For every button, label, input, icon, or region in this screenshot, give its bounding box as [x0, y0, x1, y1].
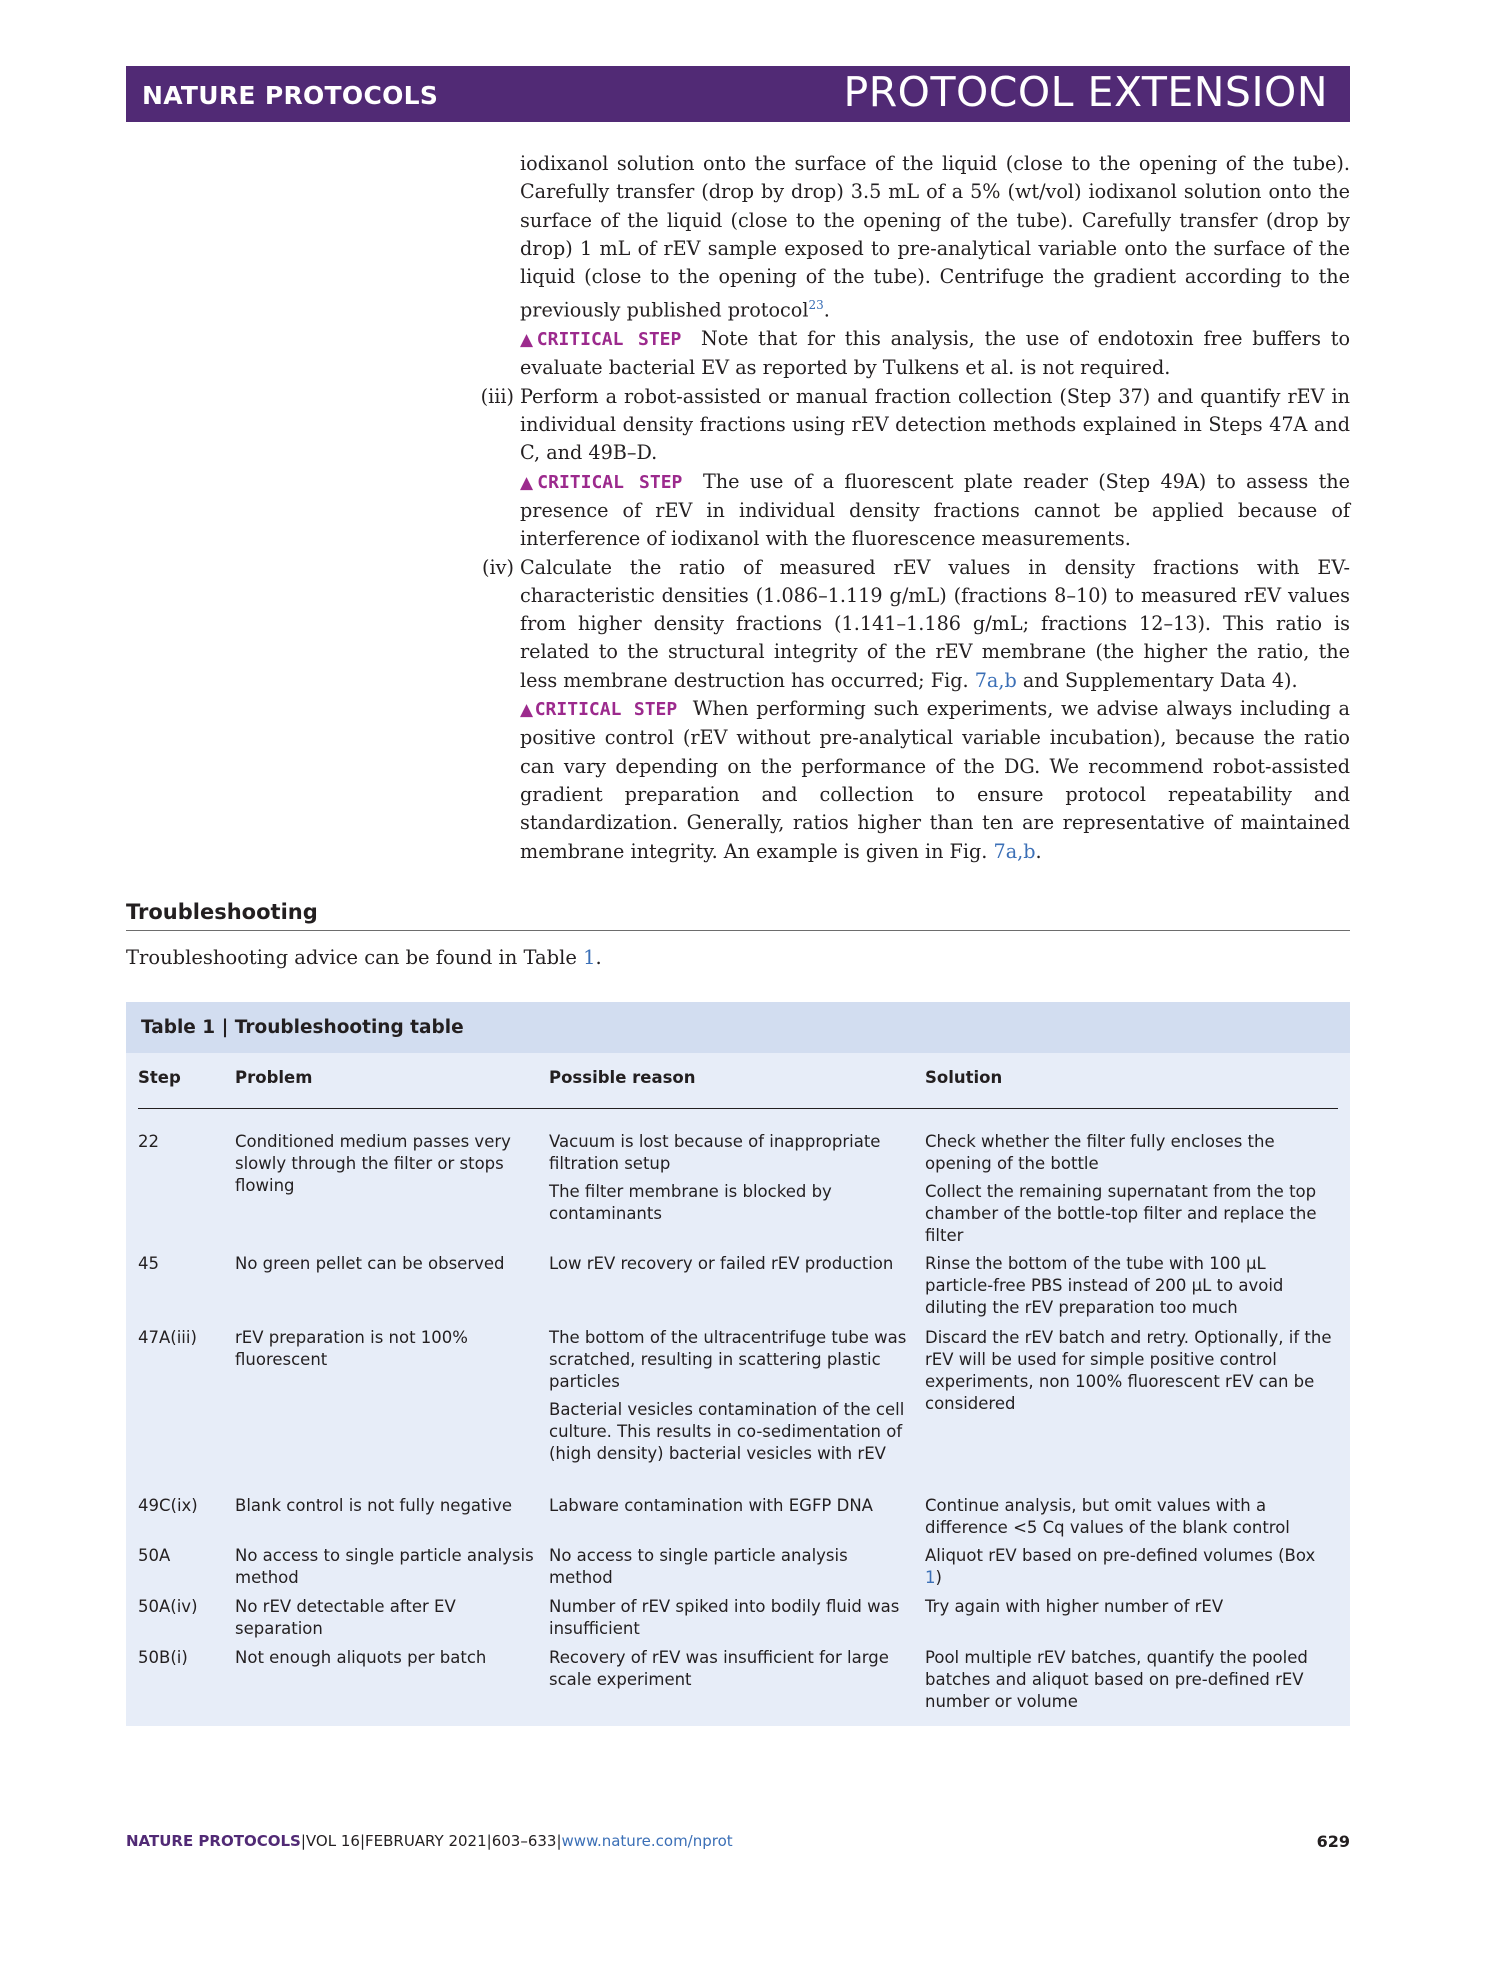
- cell-problem: No green pellet can be observed: [235, 1254, 505, 1273]
- cell-reason: Low rEV recovery or failed rEV production: [549, 1254, 894, 1273]
- cell-solution: Rinse the bottom of the tube with 100 µL particle-free PBS instead of 200 µL to avoid diluting the rEV preparation too much: [925, 1254, 1284, 1317]
- warning-triangle-icon: ▲: [520, 472, 538, 493]
- header-solution: Solution: [925, 1068, 1003, 1087]
- footer-date: FEBRUARY 2021: [365, 1832, 487, 1850]
- cell-reason: Labware contamination with EGFP DNA: [549, 1496, 873, 1515]
- footer-separator: |: [359, 1832, 365, 1850]
- step-iii-text: Perform a robot-assisted or manual fraction collection (Step 37) and quantify rEV in individual density fractions using rEV detection methods explained in Steps 47A and C, and 49B–D.: [520, 384, 1350, 465]
- troubleshooting-table: [126, 1002, 1350, 1726]
- step-iv: [482, 554, 1350, 695]
- figure-7ab-link[interactable]: 7a,b: [993, 839, 1036, 863]
- reference-23-link[interactable]: 23: [808, 298, 824, 313]
- critical-step-2-text: The use of a fluorescent plate reader (Step 49A) to assess the presence of rEV in individual density fractions cannot be applied because of interference of iodixanol with the fluorescence measurements.: [520, 469, 1351, 551]
- warning-triangle-icon: ▲: [520, 700, 535, 721]
- reason-item: The bottom of the ultracentrifuge tube was scratched, resulting in scattering plastic particles: [549, 1328, 907, 1391]
- cell-solution: Continue analysis, but omit values with a difference <5 Cq values of the blank control: [925, 1496, 1290, 1537]
- warning-triangle-icon: ▲: [520, 330, 537, 351]
- critical-step-1-text: Note that for this analysis, the use of endotoxin free buffers to evaluate bacterial EV as reported by Tulkens et al. is not required.: [520, 327, 1350, 380]
- cell-problem: Conditioned medium passes very slowly through the filter or stops flowing: [235, 1132, 511, 1195]
- header-step: Step: [138, 1068, 181, 1087]
- cell-reason: [549, 1131, 909, 1225]
- cell-solution: Try again with higher number of rEV: [925, 1597, 1224, 1616]
- solution-item: Check whether the filter fully encloses the opening of the bottle: [925, 1132, 1275, 1173]
- cell-solution: Pool multiple rEV batches, quantify the pooled batches and aliquot based on pre-defined rEV number or volume: [925, 1648, 1308, 1711]
- cell-reason: [549, 1327, 909, 1465]
- critical-step-2: [520, 468, 1350, 554]
- troubleshooting-intro-text: Troubleshooting advice can be found in Table: [126, 946, 577, 969]
- critical-step-label: CRITICAL STEP: [534, 699, 678, 721]
- cell-problem: rEV preparation is not 100% fluorescent: [235, 1328, 468, 1369]
- paragraph-gradient: iodixanol solution onto the surface of the liquid (close to the opening of the tube). Carefully transfer (drop by drop) 3.5 mL of a 5% (wt/vol) iodixanol solution onto the surface of the liquid (close to the opening of the tube). Carefully transfer (drop by drop) 1 mL of rEV sample exposed to pre-analytical variable onto the surface of the liquid (close to the opening of the tube). Centrifuge the gradient according to the previously published protocol$^{23}$.: [520, 152, 1350, 322]
- cell-step: 50A(iv): [138, 1597, 198, 1616]
- header-possible-reason: Possible reason: [549, 1068, 696, 1087]
- reason-item: Vacuum is lost because of inappropriate filtration setup: [549, 1132, 881, 1173]
- section-heading-troubleshooting: Troubleshooting: [126, 900, 1350, 931]
- box-1-link[interactable]: 1: [925, 1568, 936, 1587]
- journal-name: NATURE PROTOCOLS: [142, 81, 439, 110]
- cell-solution: [925, 1131, 1335, 1247]
- footer-journal: NATURE PROTOCOLS: [126, 1832, 301, 1850]
- cell-step: 49C(ix): [138, 1496, 198, 1515]
- step-iv-text-end: and Supplementary Data 4).: [1022, 668, 1298, 692]
- table-1-link[interactable]: 1: [583, 946, 596, 969]
- footer-separator: |: [556, 1832, 562, 1850]
- page-number: 629: [1316, 1832, 1350, 1851]
- cell-problem: No access to single particle analysis method: [235, 1546, 534, 1587]
- cell-problem: Not enough aliquots per batch: [235, 1648, 487, 1667]
- table-caption: Table 1 | Troubleshooting table: [126, 1002, 1350, 1053]
- solution-text-end: ): [935, 1568, 942, 1587]
- cell-step: 45: [138, 1254, 159, 1273]
- solution-item: Collect the remaining supernatant from the top chamber of the bottle-top filter and replace the filter: [925, 1182, 1317, 1245]
- footer-volume: VOL 16: [305, 1832, 360, 1850]
- cell-solution: [925, 1545, 1335, 1589]
- cell-step: 22: [138, 1132, 159, 1151]
- journal-header-band: [126, 66, 1350, 122]
- cell-reason: Number of rEV spiked into bodily fluid was insufficient: [549, 1597, 900, 1638]
- table-header-row: [138, 1068, 1338, 1109]
- critical-step-3-text: When performing such experiments, we advise always including a positive control (rEV without pre-analytical variable incubation), because the ratio can vary depending on the performance of the DG. We recommend robot-assisted gradient preparation and collection to ensure protocol repeatability and standardization. Generally, ratios higher than ten are representative of maintained membrane integrity. An example is given in Fig.: [520, 697, 1350, 863]
- paragraph-gradient-text: iodixanol solution onto the surface of the liquid (close to the opening of the tube). Carefully transfer (drop by drop) 3.5 mL of a 5% (wt/vol) iodixanol solution onto the surface of the liquid (close to the opening of the tube). Carefully transfer (drop by drop) 1 mL of rEV sample exposed to pre-analytical variable onto the surface of the liquid (close to the opening of the tube). Centrifuge the gradient according to the previously published protocol: [520, 152, 1350, 322]
- step-iv-text: Calculate the ratio of measured rEV values in density fractions with EV-characteristic densities (1.086–1.119 g/mL) (fractions 8–10) to measured rEV values from higher density fractions (1.141–1.186 g/mL; fractions 12–13). This ratio is related to the structural integrity of the rEV membrane (the higher the ratio, the less membrane destruction has occurred; Fig.: [520, 555, 1350, 692]
- step-iii-label: (iii): [480, 384, 514, 408]
- reason-item: The filter membrane is blocked by contaminants: [549, 1182, 832, 1223]
- cell-problem: No rEV detectable after EV separation: [235, 1597, 456, 1638]
- article-type: PROTOCOL EXTENSION: [843, 68, 1328, 116]
- step-iii: [480, 383, 1350, 468]
- page-footer: [126, 1832, 1350, 1850]
- footer-separator: |: [486, 1832, 492, 1850]
- critical-step-1: [520, 325, 1350, 383]
- cell-reason: Recovery of rEV was insufficient for large scale experiment: [549, 1648, 889, 1689]
- footer-url-link[interactable]: www.nature.com/nprot: [561, 1832, 733, 1850]
- cell-solution: Discard the rEV batch and retry. Optionally, if the rEV will be used for simple positive control experiments, non 100% fluorescent rEV can be considered: [925, 1328, 1332, 1413]
- cell-problem: Blank control is not fully negative: [235, 1496, 513, 1515]
- critical-step-label: CRITICAL STEP: [537, 471, 683, 493]
- cell-step: 47A(iii): [138, 1328, 197, 1347]
- reason-item: Bacterial vesicles contamination of the cell culture. This results in co-sedimentation of (high density) bacterial vesicles with rEV: [549, 1400, 905, 1463]
- figure-7ab-link[interactable]: 7a,b: [974, 668, 1017, 692]
- critical-step-3: ▲CRITICAL STEP When performing such experiments, we advise always including a positive control (rEV without pre-analytical variable incubation), because the ratio can vary depending on the performance of the DG. We recommend robot-assisted gradient preparation and collection to ensure protocol repeatability and standardization. Generally, ratios higher than ten are representative of maintained membrane integrity. An example is given in Fig. 7a,b.: [520, 697, 1350, 863]
- troubleshooting-intro: Troubleshooting advice can be found in Table 1.: [126, 946, 602, 969]
- cell-step: 50A: [138, 1546, 171, 1565]
- main-text-column: [480, 150, 1351, 866]
- cell-step: 50B(i): [138, 1648, 188, 1667]
- critical-step-label: CRITICAL STEP: [536, 329, 682, 351]
- footer-separator: |: [300, 1832, 306, 1850]
- solution-text: Aliquot rEV based on pre-defined volumes (Box: [925, 1546, 1316, 1565]
- step-iv-label: (iv): [482, 555, 514, 579]
- header-problem: Problem: [235, 1068, 313, 1087]
- footer-pages: 603–633: [491, 1832, 557, 1850]
- cell-reason: No access to single particle analysis method: [549, 1546, 848, 1587]
